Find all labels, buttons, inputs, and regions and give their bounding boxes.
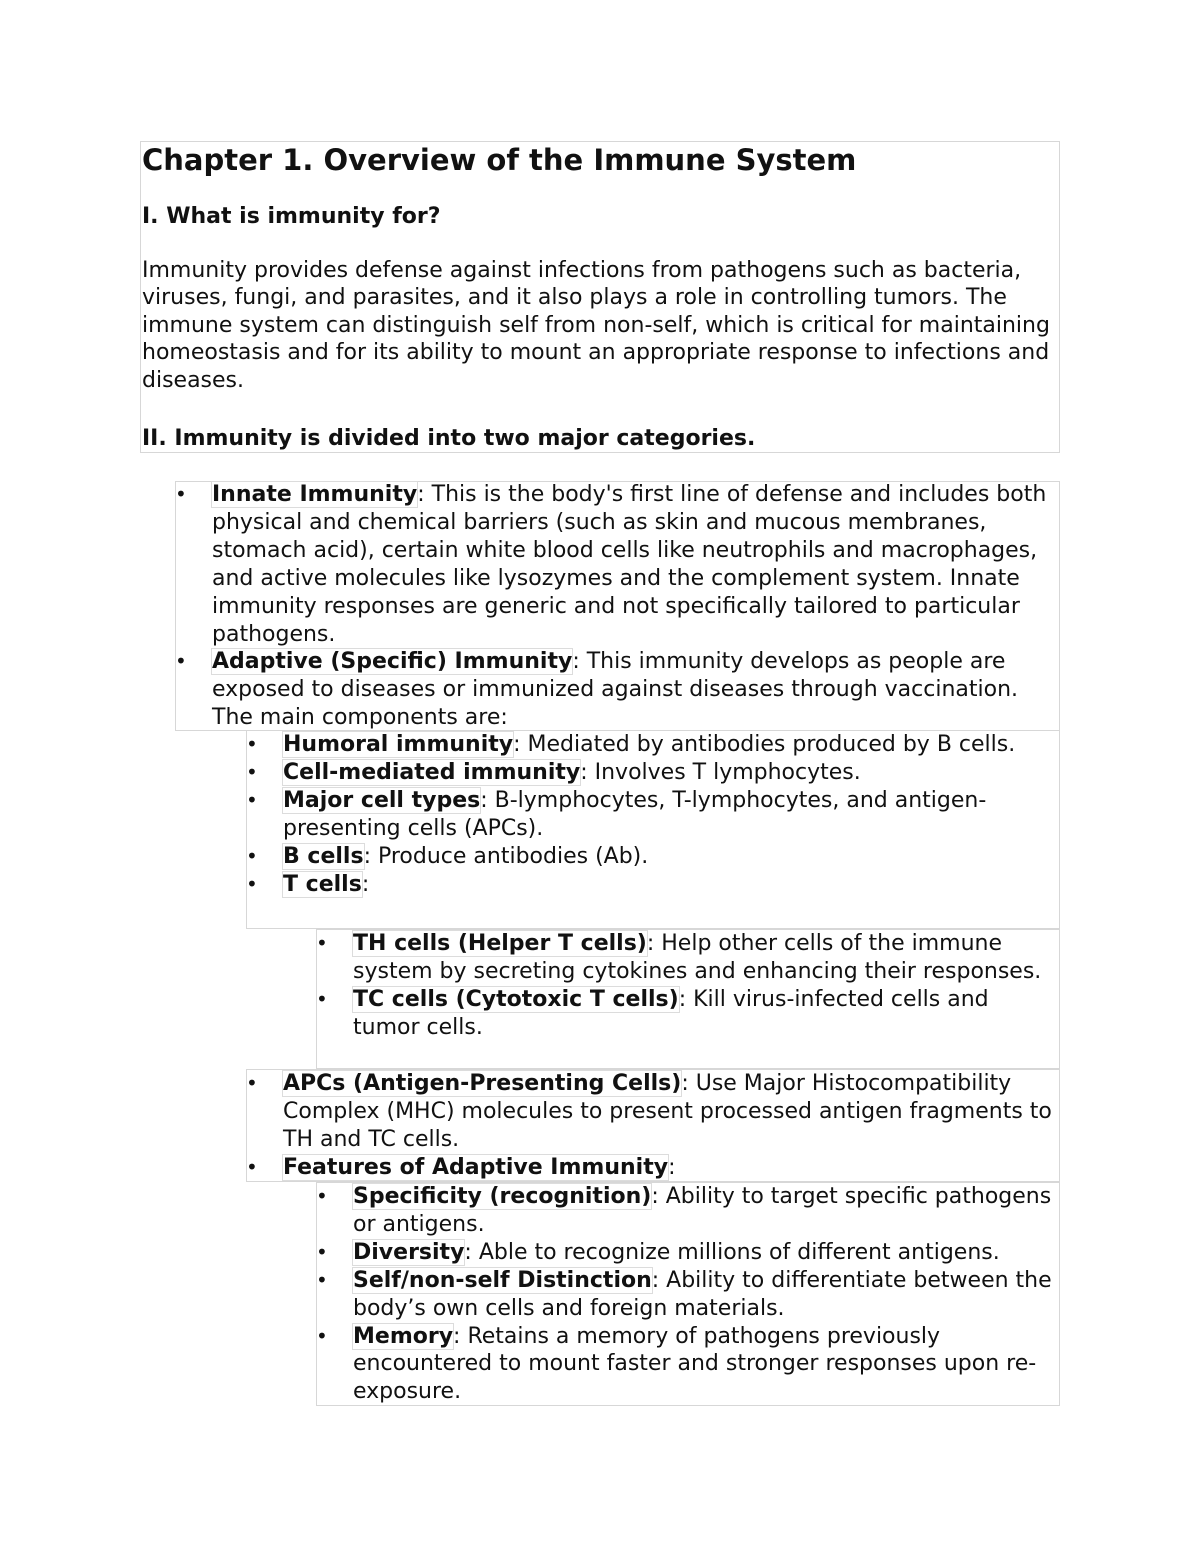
list-item [246,731,1053,759]
list-item-term: Adaptive (Specific) Immunity [212,649,573,675]
list-item-term: B cells [283,843,364,869]
list-item-term: TH cells (Helper T cells) [353,931,647,956]
bullet-icon: • [246,787,258,812]
list-item-text: : [668,1154,676,1180]
list-item-text: : Able to recognize millions of different antigens. [464,1239,1000,1265]
list-item [175,481,1052,648]
section2-heading: II. Immunity is divided into two major categories. [142,426,756,451]
section1-paragraph: Immunity provides defense against infections from pathogens such as bacteria, viruses, fungi, and parasites, and it also plays a role in controlling tumors. The immune system can distinguish self from non-self, which is critical for maintaining homeostasis and for its ability to mount an appropriate response to infections and diseases. [142,258,1050,393]
list-item [246,759,1053,787]
bullet-icon: • [175,482,187,506]
list-item-term: TC cells (Cytotoxic T cells) [353,986,679,1012]
bullet-icon: • [316,1267,328,1292]
list-item-term: T cells [283,871,362,897]
list-item [316,986,1053,1042]
bullet-icon: • [246,1154,258,1179]
bullet-icon: • [246,1071,258,1095]
list-item-text: : Ability to differentiate between the body’s own cells and foreign materials. [353,1267,1052,1321]
bullet-icon: • [316,986,328,1011]
bullet-icon: • [175,649,187,674]
level1-list [175,481,1052,732]
list-item-text: : Ability to target specific pathogens or antigens. [353,1184,1052,1237]
list-item-text: : Mediated by antibodies produced by B cells. [513,732,1016,757]
bullet-icon: • [316,1239,328,1264]
level2b-list [246,1070,1053,1182]
list-item-text: : Use Major Histocompatibility Complex (MHC) molecules to present processed antigen fragments to TH and TC cells. [283,1071,1052,1152]
bullet-icon: • [316,1323,328,1348]
page-title: Chapter 1. Overview of the Immune System [142,143,857,177]
list-item-text: : Kill virus-infected cells and tumor cells. [353,986,989,1040]
list-item-term: Innate Immunity [212,482,418,507]
bullet-icon: • [316,931,328,955]
bullet-icon: • [246,759,258,784]
bullet-icon: • [316,1184,328,1208]
list-item-term: Self/non-self Distinction [353,1267,652,1293]
section1-heading: I. What is immunity for? [142,204,441,229]
list-item [246,871,1053,899]
features-list [316,1183,1058,1406]
list-item-term: Humoral immunity [283,732,514,757]
list-item-term: Major cell types [283,787,481,813]
list-item [316,1239,1058,1267]
list-item-text: : [361,871,370,897]
list-item-text: : Produce antibodies (Ab). [363,843,649,869]
list-item [175,648,1052,732]
list-item-term: Features of Adaptive Immunity [283,1154,669,1180]
tcells-list [316,930,1053,1042]
bullet-icon: • [246,871,258,896]
list-item-term: Specificity (recognition) [353,1184,652,1209]
bullet-icon: • [246,843,258,868]
level2a-list [246,731,1053,898]
list-item [246,787,1053,843]
list-item-text: : This is the body's first line of defense and includes both physical and chemical barriers (such as skin and mucous membranes, stomach acid), certain white blood cells like neutrophils and macrophages, and active molecules like lysozymes and the complement system. Innate immunity responses are generic and not specifically tailored to particular pathogens. [212,482,1047,647]
list-item-text: : Retains a memory of pathogens previously encountered to mount faster and stronger responses upon re-exposure. [353,1323,1037,1405]
list-item [316,1267,1058,1323]
list-item-term: Memory [353,1323,454,1349]
list-item-text: : Involves T lymphocytes. [580,759,861,785]
list-item-text: : This immunity develops as people are exposed to diseases or immunized against diseases through vaccination. The main components are: [212,649,1019,731]
list-item-term: APCs (Antigen-Presenting Cells) [283,1071,682,1096]
list-item [246,1070,1053,1154]
list-item-term: Diversity [353,1239,465,1265]
list-item [246,843,1053,871]
list-item-text: : B-lymphocytes, T-lymphocytes, and antigen-presenting cells (APCs). [283,787,987,841]
list-item-text: : Help other cells of the immune system by secreting cytokines and enhancing their responses. [353,931,1042,984]
list-item [316,930,1053,986]
list-item [316,1183,1058,1239]
list-item-term: Cell-mediated immunity [283,759,581,785]
bullet-icon: • [246,732,258,756]
list-item [246,1154,1053,1182]
list-item [316,1323,1058,1407]
